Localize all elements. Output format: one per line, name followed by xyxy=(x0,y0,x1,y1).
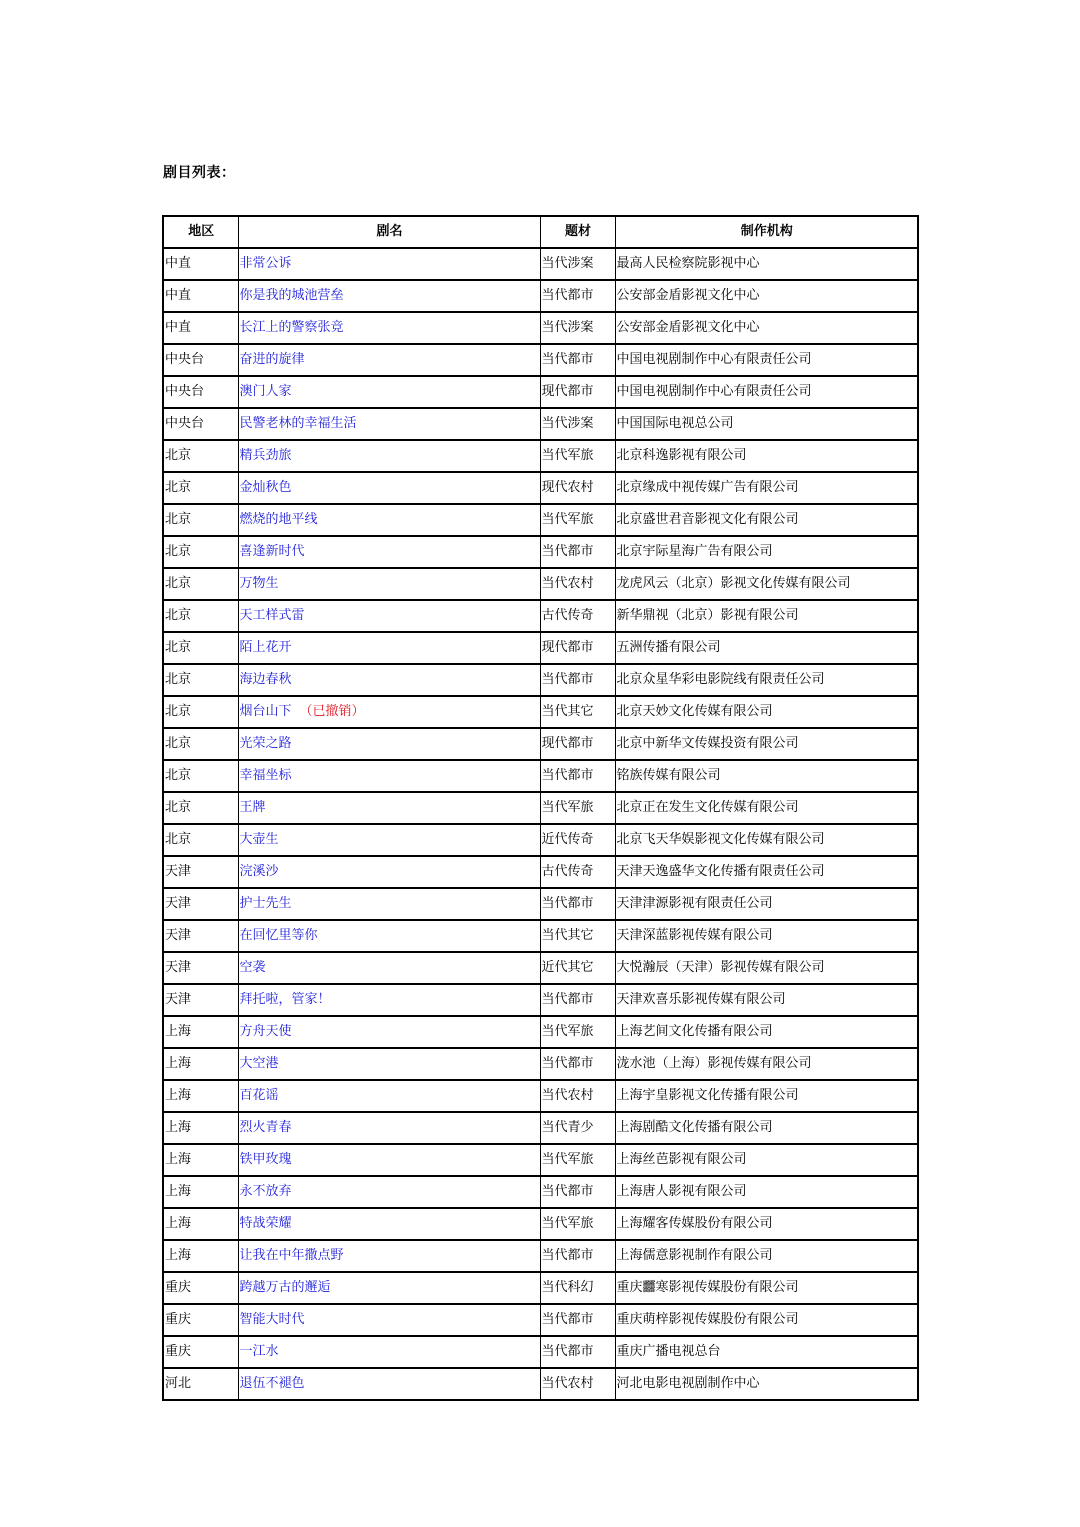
table-row xyxy=(163,728,918,760)
cell-producer: 重庆萌梓影视传媒股份有限公司 xyxy=(615,1304,918,1336)
cell-producer: 中国电视剧制作中心有限责任公司 xyxy=(615,344,918,376)
table-row xyxy=(163,1304,918,1336)
cell-producer: 河北电影电视剧制作中心 xyxy=(615,1368,918,1400)
cell-genre: 当代都市 xyxy=(540,1176,615,1208)
cell-producer: 铭族传媒有限公司 xyxy=(615,760,918,792)
cell-region: 北京 xyxy=(163,760,238,792)
cell-region: 中直 xyxy=(163,248,238,280)
drama-title-link[interactable]: 让我在中年撒点野 xyxy=(239,1248,344,1263)
drama-list-table xyxy=(162,215,919,1401)
cell-title xyxy=(238,568,540,600)
cell-genre: 当代都市 xyxy=(540,1336,615,1368)
cell-producer: 中国电视剧制作中心有限责任公司 xyxy=(615,376,918,408)
table-row xyxy=(163,1016,918,1048)
table-row xyxy=(163,1112,918,1144)
cell-producer: 北京飞天华娱影视文化传媒有限公司 xyxy=(615,824,918,856)
drama-title-link[interactable]: 特战荣耀 xyxy=(239,1216,292,1231)
drama-title-link[interactable]: 海边春秋 xyxy=(239,672,292,687)
cell-genre: 当代青少 xyxy=(540,1112,615,1144)
table-row xyxy=(163,280,918,312)
revoked-note: （已撤销） xyxy=(299,704,365,719)
cell-region: 重庆 xyxy=(163,1304,238,1336)
cell-title xyxy=(238,1208,540,1240)
cell-genre: 当代军旅 xyxy=(540,1208,615,1240)
drama-title-link[interactable]: 澳门人家 xyxy=(239,384,292,399)
cell-region: 中直 xyxy=(163,280,238,312)
drama-title-link[interactable]: 精兵劲旅 xyxy=(239,448,292,463)
cell-region: 北京 xyxy=(163,632,238,664)
drama-title-link[interactable]: 铁甲玫瑰 xyxy=(239,1152,292,1167)
header-title: 剧名 xyxy=(238,216,540,248)
cell-genre: 当代其它 xyxy=(540,920,615,952)
cell-title xyxy=(238,440,540,472)
cell-producer: 北京宇际星海广告有限公司 xyxy=(615,536,918,568)
table-row xyxy=(163,632,918,664)
cell-region: 北京 xyxy=(163,824,238,856)
cell-producer: 新华鼎视（北京）影视有限公司 xyxy=(615,600,918,632)
cell-genre: 近代传奇 xyxy=(540,824,615,856)
cell-region: 北京 xyxy=(163,696,238,728)
cell-title xyxy=(238,696,540,728)
table-row xyxy=(163,1144,918,1176)
table-row xyxy=(163,888,918,920)
cell-genre: 当代科幻 xyxy=(540,1272,615,1304)
table-row xyxy=(163,312,918,344)
drama-title-link[interactable]: 浣溪沙 xyxy=(239,864,279,879)
cell-genre: 当代农村 xyxy=(540,568,615,600)
table-row xyxy=(163,1240,918,1272)
cell-region: 北京 xyxy=(163,664,238,696)
cell-region: 上海 xyxy=(163,1080,238,1112)
cell-title xyxy=(238,824,540,856)
cell-title xyxy=(238,1336,540,1368)
cell-title xyxy=(238,984,540,1016)
cell-region: 北京 xyxy=(163,440,238,472)
cell-region: 上海 xyxy=(163,1240,238,1272)
cell-title xyxy=(238,408,540,440)
table-row xyxy=(163,856,918,888)
table-row xyxy=(163,1080,918,1112)
cell-producer: 北京中新华文传媒投资有限公司 xyxy=(615,728,918,760)
cell-producer: 天津欢喜乐影视传媒有限公司 xyxy=(615,984,918,1016)
cell-title xyxy=(238,1112,540,1144)
cell-genre: 当代都市 xyxy=(540,1304,615,1336)
cell-region: 中直 xyxy=(163,312,238,344)
cell-title xyxy=(238,1176,540,1208)
cell-title xyxy=(238,472,540,504)
drama-title-link[interactable]: 燃烧的地平线 xyxy=(239,512,318,527)
cell-producer: 最高人民检察院影视中心 xyxy=(615,248,918,280)
drama-title-link[interactable]: 一江水 xyxy=(239,1344,279,1359)
drama-title-link[interactable]: 智能大时代 xyxy=(239,1312,305,1327)
header-genre: 题材 xyxy=(540,216,615,248)
cell-title xyxy=(238,280,540,312)
drama-title-link[interactable]: 幸福坐标 xyxy=(239,768,292,783)
table-row xyxy=(163,1336,918,1368)
cell-producer: 上海儒意影视制作有限公司 xyxy=(615,1240,918,1272)
cell-producer: 泷水池（上海）影视传媒有限公司 xyxy=(615,1048,918,1080)
cell-region: 重庆 xyxy=(163,1272,238,1304)
cell-producer: 北京缘成中视传媒广告有限公司 xyxy=(615,472,918,504)
drama-title-link[interactable]: 陌上花开 xyxy=(239,640,292,655)
cell-title xyxy=(238,952,540,984)
cell-title xyxy=(238,1240,540,1272)
drama-title-link[interactable]: 金灿秋色 xyxy=(239,480,292,495)
cell-region: 北京 xyxy=(163,504,238,536)
cell-title xyxy=(238,600,540,632)
cell-title xyxy=(238,728,540,760)
drama-title-link[interactable]: 退伍不褪色 xyxy=(239,1376,305,1391)
cell-region: 北京 xyxy=(163,600,238,632)
cell-genre: 当代涉案 xyxy=(540,312,615,344)
table-row xyxy=(163,1208,918,1240)
cell-producer: 上海丝芭影视有限公司 xyxy=(615,1144,918,1176)
table-row xyxy=(163,472,918,504)
cell-title xyxy=(238,312,540,344)
cell-genre: 当代都市 xyxy=(540,280,615,312)
table-row xyxy=(163,952,918,984)
table-row xyxy=(163,440,918,472)
cell-producer: 五洲传播有限公司 xyxy=(615,632,918,664)
table-row xyxy=(163,600,918,632)
cell-title xyxy=(238,504,540,536)
drama-title-link[interactable]: 万物生 xyxy=(239,576,279,591)
cell-region: 上海 xyxy=(163,1176,238,1208)
cell-genre: 当代军旅 xyxy=(540,1144,615,1176)
cell-genre: 当代其它 xyxy=(540,696,615,728)
cell-region: 天津 xyxy=(163,984,238,1016)
cell-producer: 龙虎风云（北京）影视文化传媒有限公司 xyxy=(615,568,918,600)
cell-producer: 上海宇皇影视文化传播有限公司 xyxy=(615,1080,918,1112)
cell-genre: 当代军旅 xyxy=(540,504,615,536)
cell-genre: 当代都市 xyxy=(540,984,615,1016)
drama-title-link[interactable]: 跨越万古的邂逅 xyxy=(239,1280,331,1295)
cell-producer: 上海剧酷文化传播有限公司 xyxy=(615,1112,918,1144)
cell-producer: 重庆䨻寒影视传媒股份有限公司 xyxy=(615,1272,918,1304)
cell-title xyxy=(238,1272,540,1304)
cell-region: 河北 xyxy=(163,1368,238,1400)
table-row xyxy=(163,760,918,792)
table-row xyxy=(163,792,918,824)
page-title: 剧目列表： xyxy=(163,165,236,181)
cell-region: 中央台 xyxy=(163,376,238,408)
cell-region: 北京 xyxy=(163,472,238,504)
cell-producer: 天津天逸盛华文化传播有限责任公司 xyxy=(615,856,918,888)
cell-producer: 大悦瀚辰（天津）影视传媒有限公司 xyxy=(615,952,918,984)
drama-title-link[interactable]: 大空港 xyxy=(239,1056,279,1071)
cell-region: 天津 xyxy=(163,856,238,888)
cell-genre: 当代都市 xyxy=(540,664,615,696)
drama-title-link[interactable]: 光荣之路 xyxy=(239,736,292,751)
cell-title xyxy=(238,248,540,280)
cell-genre: 当代涉案 xyxy=(540,408,615,440)
cell-producer: 公安部金盾影视文化中心 xyxy=(615,280,918,312)
cell-region: 上海 xyxy=(163,1016,238,1048)
table-row xyxy=(163,248,918,280)
table-row xyxy=(163,1176,918,1208)
table-row xyxy=(163,1272,918,1304)
cell-genre: 当代农村 xyxy=(540,1368,615,1400)
cell-genre: 近代其它 xyxy=(540,952,615,984)
header-producer: 制作机构 xyxy=(615,216,918,248)
cell-title xyxy=(238,344,540,376)
cell-genre: 现代都市 xyxy=(540,728,615,760)
cell-genre: 当代都市 xyxy=(540,760,615,792)
drama-title-link[interactable]: 拜托啦，管家！ xyxy=(239,992,331,1007)
drama-title-link[interactable]: 百花谣 xyxy=(239,1088,279,1103)
cell-region: 中央台 xyxy=(163,408,238,440)
cell-title xyxy=(238,1048,540,1080)
table-row xyxy=(163,376,918,408)
drama-title-link[interactable]: 空袭 xyxy=(239,960,266,975)
table-row xyxy=(163,1048,918,1080)
cell-genre: 当代农村 xyxy=(540,1080,615,1112)
table-row xyxy=(163,664,918,696)
cell-title xyxy=(238,792,540,824)
drama-title-link[interactable]: 非常公诉 xyxy=(239,256,292,271)
cell-region: 重庆 xyxy=(163,1336,238,1368)
drama-title-link[interactable]: 喜逢新时代 xyxy=(239,544,305,559)
cell-producer: 北京众星华彩电影院线有限责任公司 xyxy=(615,664,918,696)
cell-producer: 天津津源影视有限责任公司 xyxy=(615,888,918,920)
cell-title xyxy=(238,1368,540,1400)
cell-title xyxy=(238,664,540,696)
table-body xyxy=(163,248,918,1400)
drama-title-link[interactable]: 烟台山下 xyxy=(239,704,292,719)
cell-genre: 当代都市 xyxy=(540,1240,615,1272)
table-row xyxy=(163,920,918,952)
cell-producer: 重庆广播电视总台 xyxy=(615,1336,918,1368)
cell-producer: 上海耀客传媒股份有限公司 xyxy=(615,1208,918,1240)
cell-genre: 当代军旅 xyxy=(540,440,615,472)
table-row xyxy=(163,344,918,376)
drama-title-link[interactable]: 长江上的警察张竞 xyxy=(239,320,344,335)
cell-region: 中央台 xyxy=(163,344,238,376)
cell-title xyxy=(238,632,540,664)
cell-region: 北京 xyxy=(163,792,238,824)
cell-title xyxy=(238,1016,540,1048)
cell-producer: 北京天妙文化传媒有限公司 xyxy=(615,696,918,728)
cell-genre: 当代都市 xyxy=(540,1048,615,1080)
cell-title xyxy=(238,1304,540,1336)
drama-title-link[interactable]: 永不放弃 xyxy=(239,1184,292,1199)
drama-title-link[interactable]: 大壶生 xyxy=(239,832,279,847)
cell-title xyxy=(238,1144,540,1176)
cell-title xyxy=(238,856,540,888)
cell-genre: 当代都市 xyxy=(540,344,615,376)
drama-title-link[interactable]: 在回忆里等你 xyxy=(239,928,318,943)
cell-genre: 现代都市 xyxy=(540,376,615,408)
table-row xyxy=(163,824,918,856)
cell-producer: 北京盛世君音影视文化有限公司 xyxy=(615,504,918,536)
cell-title xyxy=(238,536,540,568)
cell-genre: 现代农村 xyxy=(540,472,615,504)
cell-producer: 公安部金盾影视文化中心 xyxy=(615,312,918,344)
drama-title-link[interactable]: 方舟天使 xyxy=(239,1024,292,1039)
drama-title-link[interactable]: 天工样式雷 xyxy=(239,608,305,623)
cell-genre: 当代军旅 xyxy=(540,1016,615,1048)
cell-region: 上海 xyxy=(163,1208,238,1240)
cell-producer: 北京正在发生文化传媒有限公司 xyxy=(615,792,918,824)
drama-title-link[interactable]: 你是我的城池营垒 xyxy=(239,288,344,303)
drama-title-link[interactable]: 烈火青春 xyxy=(239,1120,292,1135)
cell-region: 天津 xyxy=(163,920,238,952)
cell-genre: 现代都市 xyxy=(540,632,615,664)
drama-title-link[interactable]: 护士先生 xyxy=(239,896,292,911)
table-row xyxy=(163,1368,918,1400)
cell-region: 上海 xyxy=(163,1112,238,1144)
cell-producer: 天津深蓝影视传媒有限公司 xyxy=(615,920,918,952)
table-row xyxy=(163,696,918,728)
table-row xyxy=(163,984,918,1016)
cell-region: 上海 xyxy=(163,1144,238,1176)
cell-region: 上海 xyxy=(163,1048,238,1080)
table-header-row xyxy=(163,216,918,248)
cell-producer: 北京科逸影视有限公司 xyxy=(615,440,918,472)
cell-genre: 当代军旅 xyxy=(540,792,615,824)
cell-genre: 当代都市 xyxy=(540,888,615,920)
cell-genre: 当代涉案 xyxy=(540,248,615,280)
drama-title-link[interactable]: 民警老林的幸福生活 xyxy=(239,416,357,431)
table-row xyxy=(163,536,918,568)
cell-title xyxy=(238,376,540,408)
cell-title xyxy=(238,1080,540,1112)
table-row xyxy=(163,504,918,536)
cell-producer: 上海唐人影视有限公司 xyxy=(615,1176,918,1208)
cell-region: 北京 xyxy=(163,536,238,568)
drama-title-link[interactable]: 王牌 xyxy=(239,800,266,815)
cell-title xyxy=(238,888,540,920)
cell-title xyxy=(238,920,540,952)
cell-genre: 当代都市 xyxy=(540,536,615,568)
cell-region: 北京 xyxy=(163,728,238,760)
header-region: 地区 xyxy=(163,216,238,248)
table-row xyxy=(163,568,918,600)
cell-genre: 古代传奇 xyxy=(540,600,615,632)
cell-title xyxy=(238,760,540,792)
cell-region: 天津 xyxy=(163,888,238,920)
cell-region: 天津 xyxy=(163,952,238,984)
drama-title-link[interactable]: 奋进的旋律 xyxy=(239,352,305,367)
cell-genre: 古代传奇 xyxy=(540,856,615,888)
table-row xyxy=(163,408,918,440)
cell-region: 北京 xyxy=(163,568,238,600)
cell-producer: 中国国际电视总公司 xyxy=(615,408,918,440)
cell-producer: 上海艺间文化传播有限公司 xyxy=(615,1016,918,1048)
